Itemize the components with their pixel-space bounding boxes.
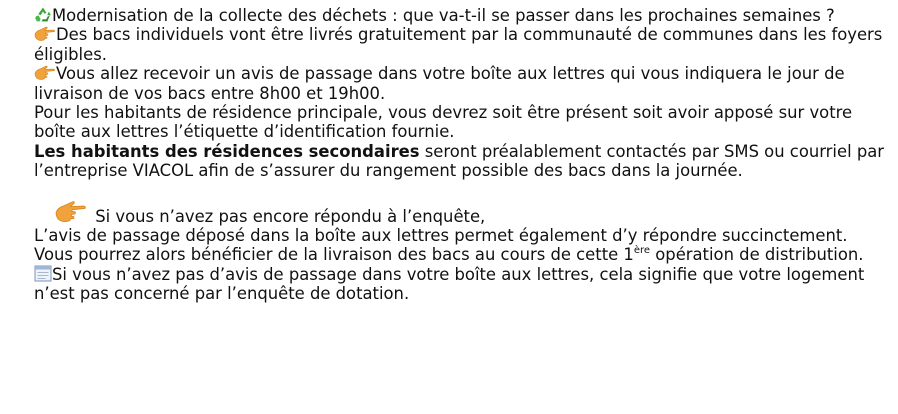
no-notice-paragraph — [34, 265, 884, 304]
recycle-icon — [34, 6, 52, 23]
secondary-residents-heading: Les habitants des résidences secondaires — [34, 141, 420, 161]
ordinal-superscript: ère — [633, 245, 651, 257]
pointing-hand-icon — [52, 200, 90, 224]
survey-paragraph — [34, 226, 884, 265]
pointing-hand-icon — [34, 65, 56, 81]
notepad-icon — [34, 265, 52, 282]
point-free-bins-text: Des bacs individuels vont être livrés gratuitement par la communauté de communes dans les foyers éligibles. — [34, 25, 883, 64]
post-body — [34, 6, 884, 304]
spacer — [34, 181, 884, 200]
title-text: Modernisation de la collecte des déchets : que va-t-il se passer dans les prochaines semaines ? — [52, 6, 835, 25]
post-title — [34, 6, 884, 25]
survey-text: L’avis de passage déposé dans la boîte aux lettres permet également d’y répondre succinctement. Vous pourrez alors bénéficier de la livraison des bacs au cours de cette 1 — [34, 226, 848, 265]
secondary-residents-paragraph — [34, 142, 884, 181]
point-notice-text: Vous allez recevoir un avis de passage dans votre boîte aux lettres qui vous indiquera le jour de livraison de vos bacs entre 8h00 et 19h00. — [34, 64, 845, 103]
survey-text-end: opération de distribution. — [650, 245, 864, 265]
no-notice-text: Si vous n’avez pas d’avis de passage dans votre boîte aux lettres, cela signifie que votre logement n’est pas concerné par l’enquête de dotation. — [34, 264, 865, 304]
point-notice — [34, 64, 884, 103]
secondary-residents-text: seront préalablement contactés par SMS ou courriel par l’entreprise VIACOL afin de s’assurer du rangement possible des bacs dans la journée. — [34, 141, 885, 181]
survey-heading — [34, 200, 884, 226]
residents-main-text: Pour les habitants de résidence principale, vous devrez soit être présent soit avoir apposé sur votre boîte aux lettres l’étiquette d’identification fournie. — [34, 103, 853, 142]
pointing-hand-icon — [34, 26, 56, 42]
point-free-bins — [34, 25, 884, 64]
survey-heading-text: Si vous n’avez pas encore répondu à l’enquête, — [95, 206, 486, 226]
